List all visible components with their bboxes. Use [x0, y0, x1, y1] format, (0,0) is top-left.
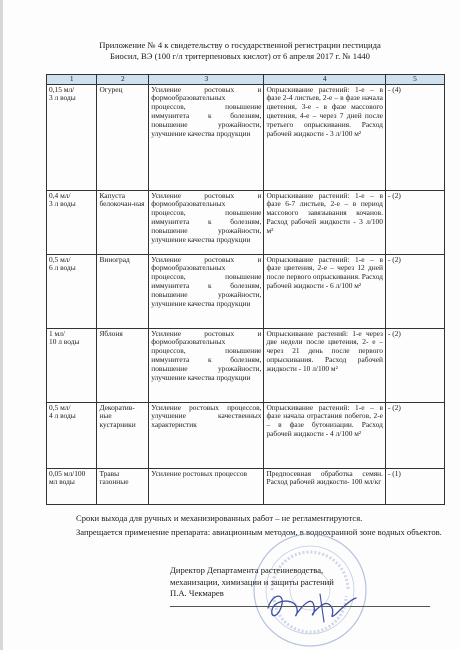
purpose-cell: Усиление ростовых и формообразовательных процессов, повышение иммунитета к болезням, повышение урожайности, улучшение качества продукции	[149, 255, 264, 329]
table-row	[47, 255, 445, 329]
method-cell: Опрыскивание растений: 1-е – в фазе цветения, 2-е – через 12 дней после первого опрыскивания. Расход рабочей жидкости - 6 л/100 м²	[264, 255, 386, 329]
term-cell: - (2)	[385, 403, 444, 469]
crop-cell: Капуста белокочан-ная	[97, 191, 149, 255]
application-rate-cell: 0,5 мл/ 4 л воды	[47, 403, 97, 469]
title-line-2: Биосил, ВЭ (100 г/л тритерпеновых кислот) от 6 апреля 2017 г. № 1440	[110, 50, 370, 61]
note-exit-terms: Сроки выхода для ручных и механизированных работ – не регламентируются.	[76, 513, 363, 523]
table-row	[47, 191, 445, 255]
application-rate-cell: 0,15 мл/ 3 л воды	[47, 85, 97, 191]
purpose-cell: Усиление ростовых процессов	[149, 469, 264, 505]
purpose-cell: Усиление ростовых и формообразовательных процессов, повышение иммунитета к болезням, повышение урожайности, улучшение качества продукции	[149, 191, 264, 255]
crop-cell: Яблоня	[97, 329, 149, 403]
purpose-cell: Усиление ростовых процессов, улучшение качественных характеристик	[149, 403, 264, 469]
document-title	[40, 40, 440, 61]
table-row	[47, 329, 445, 403]
title-line-1: Приложение № 4 к свидетельству о государственной регистрации пестицида	[99, 40, 381, 50]
crop-cell: Травы газонные	[97, 469, 149, 505]
signatory-name: П.А. Чекмарев	[170, 588, 224, 598]
term-cell: - (4)	[385, 85, 444, 191]
column-header-1: 1	[47, 75, 97, 85]
application-rate-cell: 1 мл/ 10 л воды	[47, 329, 97, 403]
crop-cell: Декоратив-ные кустарники	[97, 403, 149, 469]
table-row	[47, 403, 445, 469]
term-cell: - (2)	[385, 255, 444, 329]
column-header-5: 5	[385, 75, 444, 85]
method-cell: Опрыскивание растений: 1-е – в фазе начала отрастания побегов, 2-е – в фазе бутонизации. Расход рабочей жидкости - 4 л/100 м²	[264, 403, 386, 469]
method-cell: Опрыскивание растений: 1-е – в фазе 6-7 листьев, 2-е – в период массового завязывания кочанов. Расход рабочей жидкости - 3 л/100 м²	[264, 191, 386, 255]
signatory-position-1: Директор Департамента растениеводства,	[170, 565, 324, 575]
term-cell: - (1)	[385, 469, 444, 505]
term-cell: - (2)	[385, 191, 444, 255]
column-header-4: 4	[264, 75, 386, 85]
application-rate-cell: 0,05 мл/100 мл воды	[47, 469, 97, 505]
registration-table	[46, 74, 445, 505]
method-cell: Предпосевная обработка семян. Расход рабочей жидкости- 100 мл/кг	[264, 469, 386, 505]
crop-cell: Огурец	[97, 85, 149, 191]
method-cell: Опрыскивание растений: 1-е через две недели после цветения, 2- е – через 21 день после первого опрыскивания. Расход рабочей жидкости - 10 л/100 м²	[264, 329, 386, 403]
signatory-position-2: механизации, химизации и защиты растений	[170, 576, 334, 587]
column-header-2: 2	[97, 75, 149, 85]
application-rate-cell: 0,4 мл/ 3 л воды	[47, 191, 97, 255]
table-header-row	[47, 75, 445, 85]
page-edge-shadow	[0, 0, 3, 650]
signature-line	[170, 606, 430, 607]
term-cell: - (2)	[385, 329, 444, 403]
purpose-cell: Усиление ростовых и формообразовательных процессов, повышение иммунитета к болезням, повышение урожайности, улучшение качества продукции	[149, 85, 264, 191]
crop-cell: Виноград	[97, 255, 149, 329]
purpose-cell: Усиление ростовых и формообразовательных процессов, повышение иммунитета к болезням, повышение урожайности, улучшение качества продукции	[149, 329, 264, 403]
column-header-3: 3	[149, 75, 264, 85]
method-cell: Опрыскивание растений: 1-е – в фазе 2-4 листьев, 2-е – в фазе начала цветения, 3-е - в фазе массового цветения, 4-е – через 7 дней после третьего опрыскивания. Расход рабочей жидкости - 3 л/100 м²	[264, 85, 386, 191]
table-row	[47, 85, 445, 191]
notes-block	[46, 513, 445, 538]
note-prohibition: Запрещается применение препарата: авиационным методом, в водоохранной зоне водных объектов.	[76, 527, 442, 537]
application-rate-cell: 0,5 мл/ 6 л воды	[47, 255, 97, 329]
table-row	[47, 469, 445, 505]
